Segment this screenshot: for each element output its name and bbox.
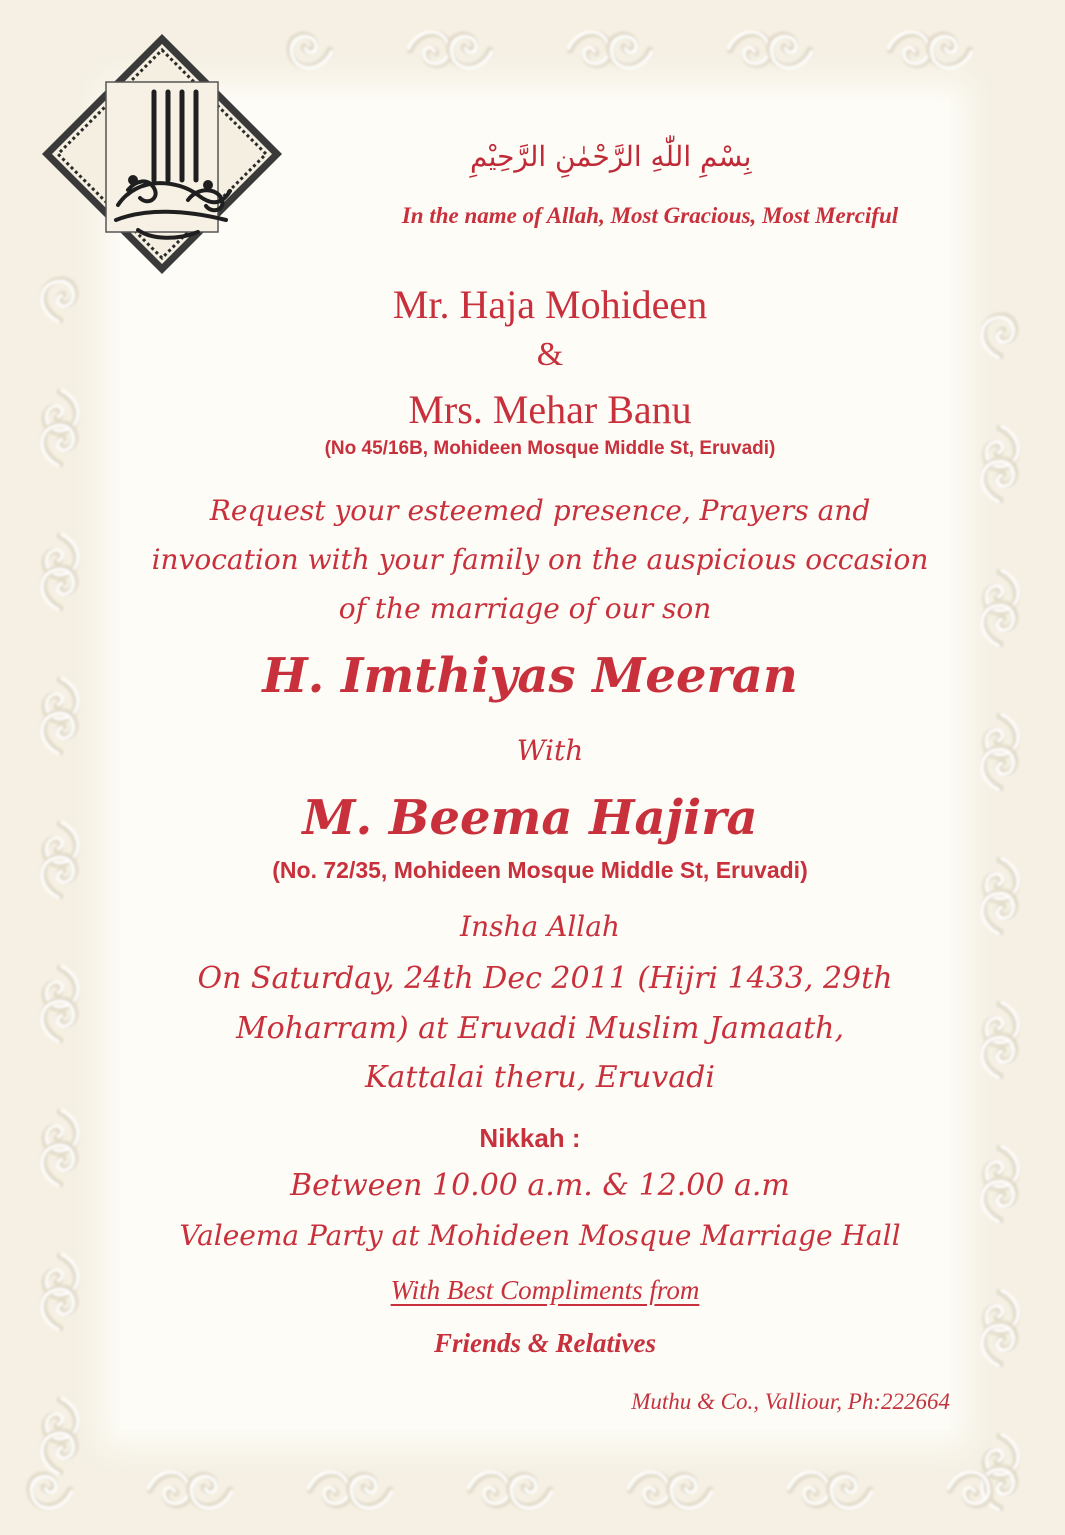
father-name: Mr. Haja Mohideen (392, 282, 708, 327)
bride-address: (No. 72/35, Mohideen Mosque Middle St, Eruvadi) (272, 857, 808, 883)
printer-credit: Muthu & Co., Valliour, Ph:222664 (631, 1389, 950, 1414)
date-line-1: On Saturday, 24th Dec 2011 (Hijri 1433, 29th (197, 961, 893, 996)
bismillah-calligraphy-emblem (38, 30, 286, 278)
friends-relatives: Friends & Relatives (434, 1328, 656, 1358)
with-label: With (516, 734, 584, 767)
compliments-line: With Best Compliments from (390, 1275, 700, 1305)
nikkah-time: Between 10.00 a.m. & 12.00 a.m (290, 1168, 790, 1203)
nikkah-label: Nikkah : (479, 1123, 581, 1153)
request-line-3: of the marriage of our son (338, 592, 712, 625)
bride-name: M. Beema Hajira (302, 790, 758, 846)
bismillah-english: In the name of Allah, Most Gracious, Most Merciful (401, 203, 899, 228)
insha-allah: Insha Allah (460, 910, 620, 943)
parents-address: (No 45/16B, Mohideen Mosque Middle St, Eruvadi) (324, 438, 776, 459)
mother-name: Mrs. Mehar Banu (408, 387, 692, 432)
bismillah-arabic: بِسْمِ اللّٰهِ الرَّحْمٰنِ الرَّحِيْمِ (470, 140, 752, 173)
groom-name: H. Imthiyas Meeran (262, 648, 798, 704)
date-line-2: Moharram) at Eruvadi Muslim Jamaath, (235, 1011, 845, 1046)
valeema-party: Valeema Party at Mohideen Mosque Marriage Hall (179, 1219, 901, 1252)
request-line-1: Request your esteemed presence, Prayers and (209, 494, 871, 527)
date-line-3: Kattalai theru, Eruvadi (365, 1060, 715, 1095)
ampersand: & (536, 336, 564, 373)
request-line-2: invocation with your family on the auspicious occasion (151, 543, 929, 576)
